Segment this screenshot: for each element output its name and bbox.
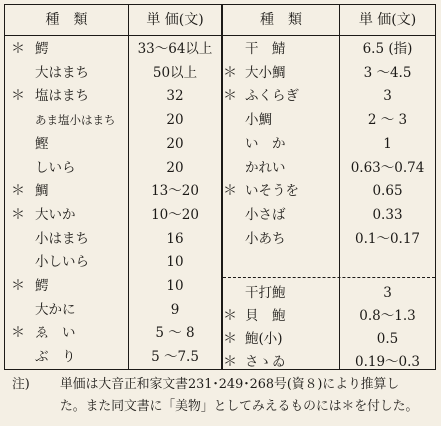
fish-name: 大かに bbox=[35, 301, 76, 318]
unit-price: 0.63～0.74 bbox=[350, 159, 425, 176]
bibutsu-mark: ＊ bbox=[11, 278, 25, 294]
fish-name: しいら bbox=[35, 159, 76, 176]
fish-name: 小しいら bbox=[35, 254, 89, 271]
unit-price: 2 ～ 3 bbox=[367, 112, 408, 129]
table-row bbox=[5, 180, 435, 202]
bibutsu-mark: ＊ bbox=[223, 88, 237, 105]
unit-price: 20 bbox=[166, 135, 184, 152]
unit-price: 1 bbox=[383, 135, 392, 152]
unit-price: 33～64以上 bbox=[137, 41, 213, 57]
fish-name: 大小鯛 bbox=[245, 64, 286, 81]
unit-price: 0.19～0.3 bbox=[354, 354, 421, 370]
header-divider bbox=[5, 35, 435, 36]
fish-name: 鮑(小) bbox=[245, 331, 283, 347]
footnote-line-1: 単価は大音正和家文書231･249･268号(資８)により推算し bbox=[60, 377, 400, 392]
bibutsu-mark: ＊ bbox=[223, 331, 237, 347]
fish-name: いそうを bbox=[245, 183, 299, 200]
unit-price: 3 bbox=[383, 88, 392, 105]
fish-name: ぶ り bbox=[35, 349, 76, 366]
table-row bbox=[5, 133, 435, 155]
footnote-label: 注) bbox=[12, 377, 30, 392]
table-row bbox=[5, 305, 435, 327]
fish-name: 塩はまち bbox=[35, 88, 89, 105]
table-row bbox=[5, 204, 435, 226]
fish-name: あま塩小はまち bbox=[35, 113, 116, 128]
fish-name: かれい bbox=[245, 159, 286, 176]
unit-price: 50以上 bbox=[152, 64, 198, 81]
table-row bbox=[5, 282, 435, 304]
unit-price: 0.33 bbox=[372, 206, 403, 223]
bibutsu-mark: ＊ bbox=[11, 183, 25, 200]
table-row bbox=[5, 62, 435, 84]
table-row bbox=[5, 38, 435, 60]
fish-name: 鯛 bbox=[35, 183, 49, 200]
fish-name: ふくらぎ bbox=[245, 88, 299, 105]
unit-price: 10 bbox=[166, 278, 184, 294]
fish-name: 干 鯖 bbox=[245, 41, 286, 57]
fish-name: 干打鮑 bbox=[245, 285, 286, 301]
right-price-header: 単 価(文) bbox=[358, 12, 417, 28]
bibutsu-mark: ＊ bbox=[11, 41, 25, 57]
table-row bbox=[5, 109, 435, 131]
unit-price: 20 bbox=[166, 159, 184, 176]
unit-price: 6.5 (指) bbox=[362, 41, 413, 57]
bibutsu-mark: ＊ bbox=[11, 206, 25, 223]
unit-price: 3 bbox=[383, 285, 392, 301]
fish-name: 鰹 bbox=[35, 135, 49, 152]
bibutsu-mark: ＊ bbox=[223, 183, 237, 200]
unit-price: 0.5 bbox=[376, 331, 399, 347]
left-price-header: 単 価(文) bbox=[146, 12, 204, 28]
fish-name: 大いか bbox=[35, 206, 76, 223]
unit-price: 10～20 bbox=[151, 206, 199, 223]
unit-price: 9 bbox=[170, 301, 180, 318]
fish-name: い か bbox=[245, 135, 286, 152]
unit-price: 32 bbox=[166, 88, 184, 105]
fish-name: 小さば bbox=[245, 206, 286, 223]
unit-price: 0.65 bbox=[372, 183, 403, 200]
footnote-line-2: た。また同文書に「美物」としてみえるものには＊を付した。 bbox=[60, 399, 419, 414]
table-row bbox=[5, 251, 435, 273]
fish-name: 鰐 bbox=[35, 41, 49, 57]
fish-name: ゑ い bbox=[35, 325, 76, 342]
unit-price: 10 bbox=[166, 254, 184, 271]
table-row bbox=[5, 328, 435, 350]
bibutsu-mark: ＊ bbox=[223, 354, 237, 370]
fish-name: 小はまち bbox=[35, 230, 89, 247]
left-kind-header: 種 類 bbox=[45, 12, 88, 28]
price-table bbox=[4, 4, 436, 370]
bibutsu-mark: ＊ bbox=[11, 325, 25, 342]
bibutsu-mark: ＊ bbox=[223, 308, 237, 324]
bibutsu-mark: ＊ bbox=[223, 64, 237, 81]
unit-price: 16 bbox=[166, 230, 184, 247]
table-row bbox=[5, 351, 435, 373]
unit-price: 3 ～4.5 bbox=[363, 64, 412, 81]
unit-price: 13～20 bbox=[151, 183, 199, 200]
fish-name: 貝 鮑 bbox=[245, 308, 286, 324]
unit-price: 20 bbox=[166, 112, 184, 129]
fish-name: 小鯛 bbox=[245, 112, 272, 129]
table-row bbox=[5, 228, 435, 250]
right-kind-header: 種 類 bbox=[260, 12, 302, 28]
fish-name: 大はまち bbox=[35, 64, 89, 81]
unit-price: 5 ～ 8 bbox=[155, 325, 195, 342]
table-row bbox=[5, 157, 435, 179]
fish-name: 小あち bbox=[245, 230, 286, 247]
bibutsu-mark: ＊ bbox=[11, 88, 25, 105]
fish-name: 鰐 bbox=[35, 278, 49, 294]
table-row bbox=[5, 85, 435, 107]
unit-price: 5 ～7.5 bbox=[151, 349, 199, 366]
unit-price: 0.8～1.3 bbox=[359, 308, 416, 324]
unit-price: 0.1～0.17 bbox=[354, 230, 421, 247]
fish-name: さゝゐ bbox=[245, 354, 286, 370]
